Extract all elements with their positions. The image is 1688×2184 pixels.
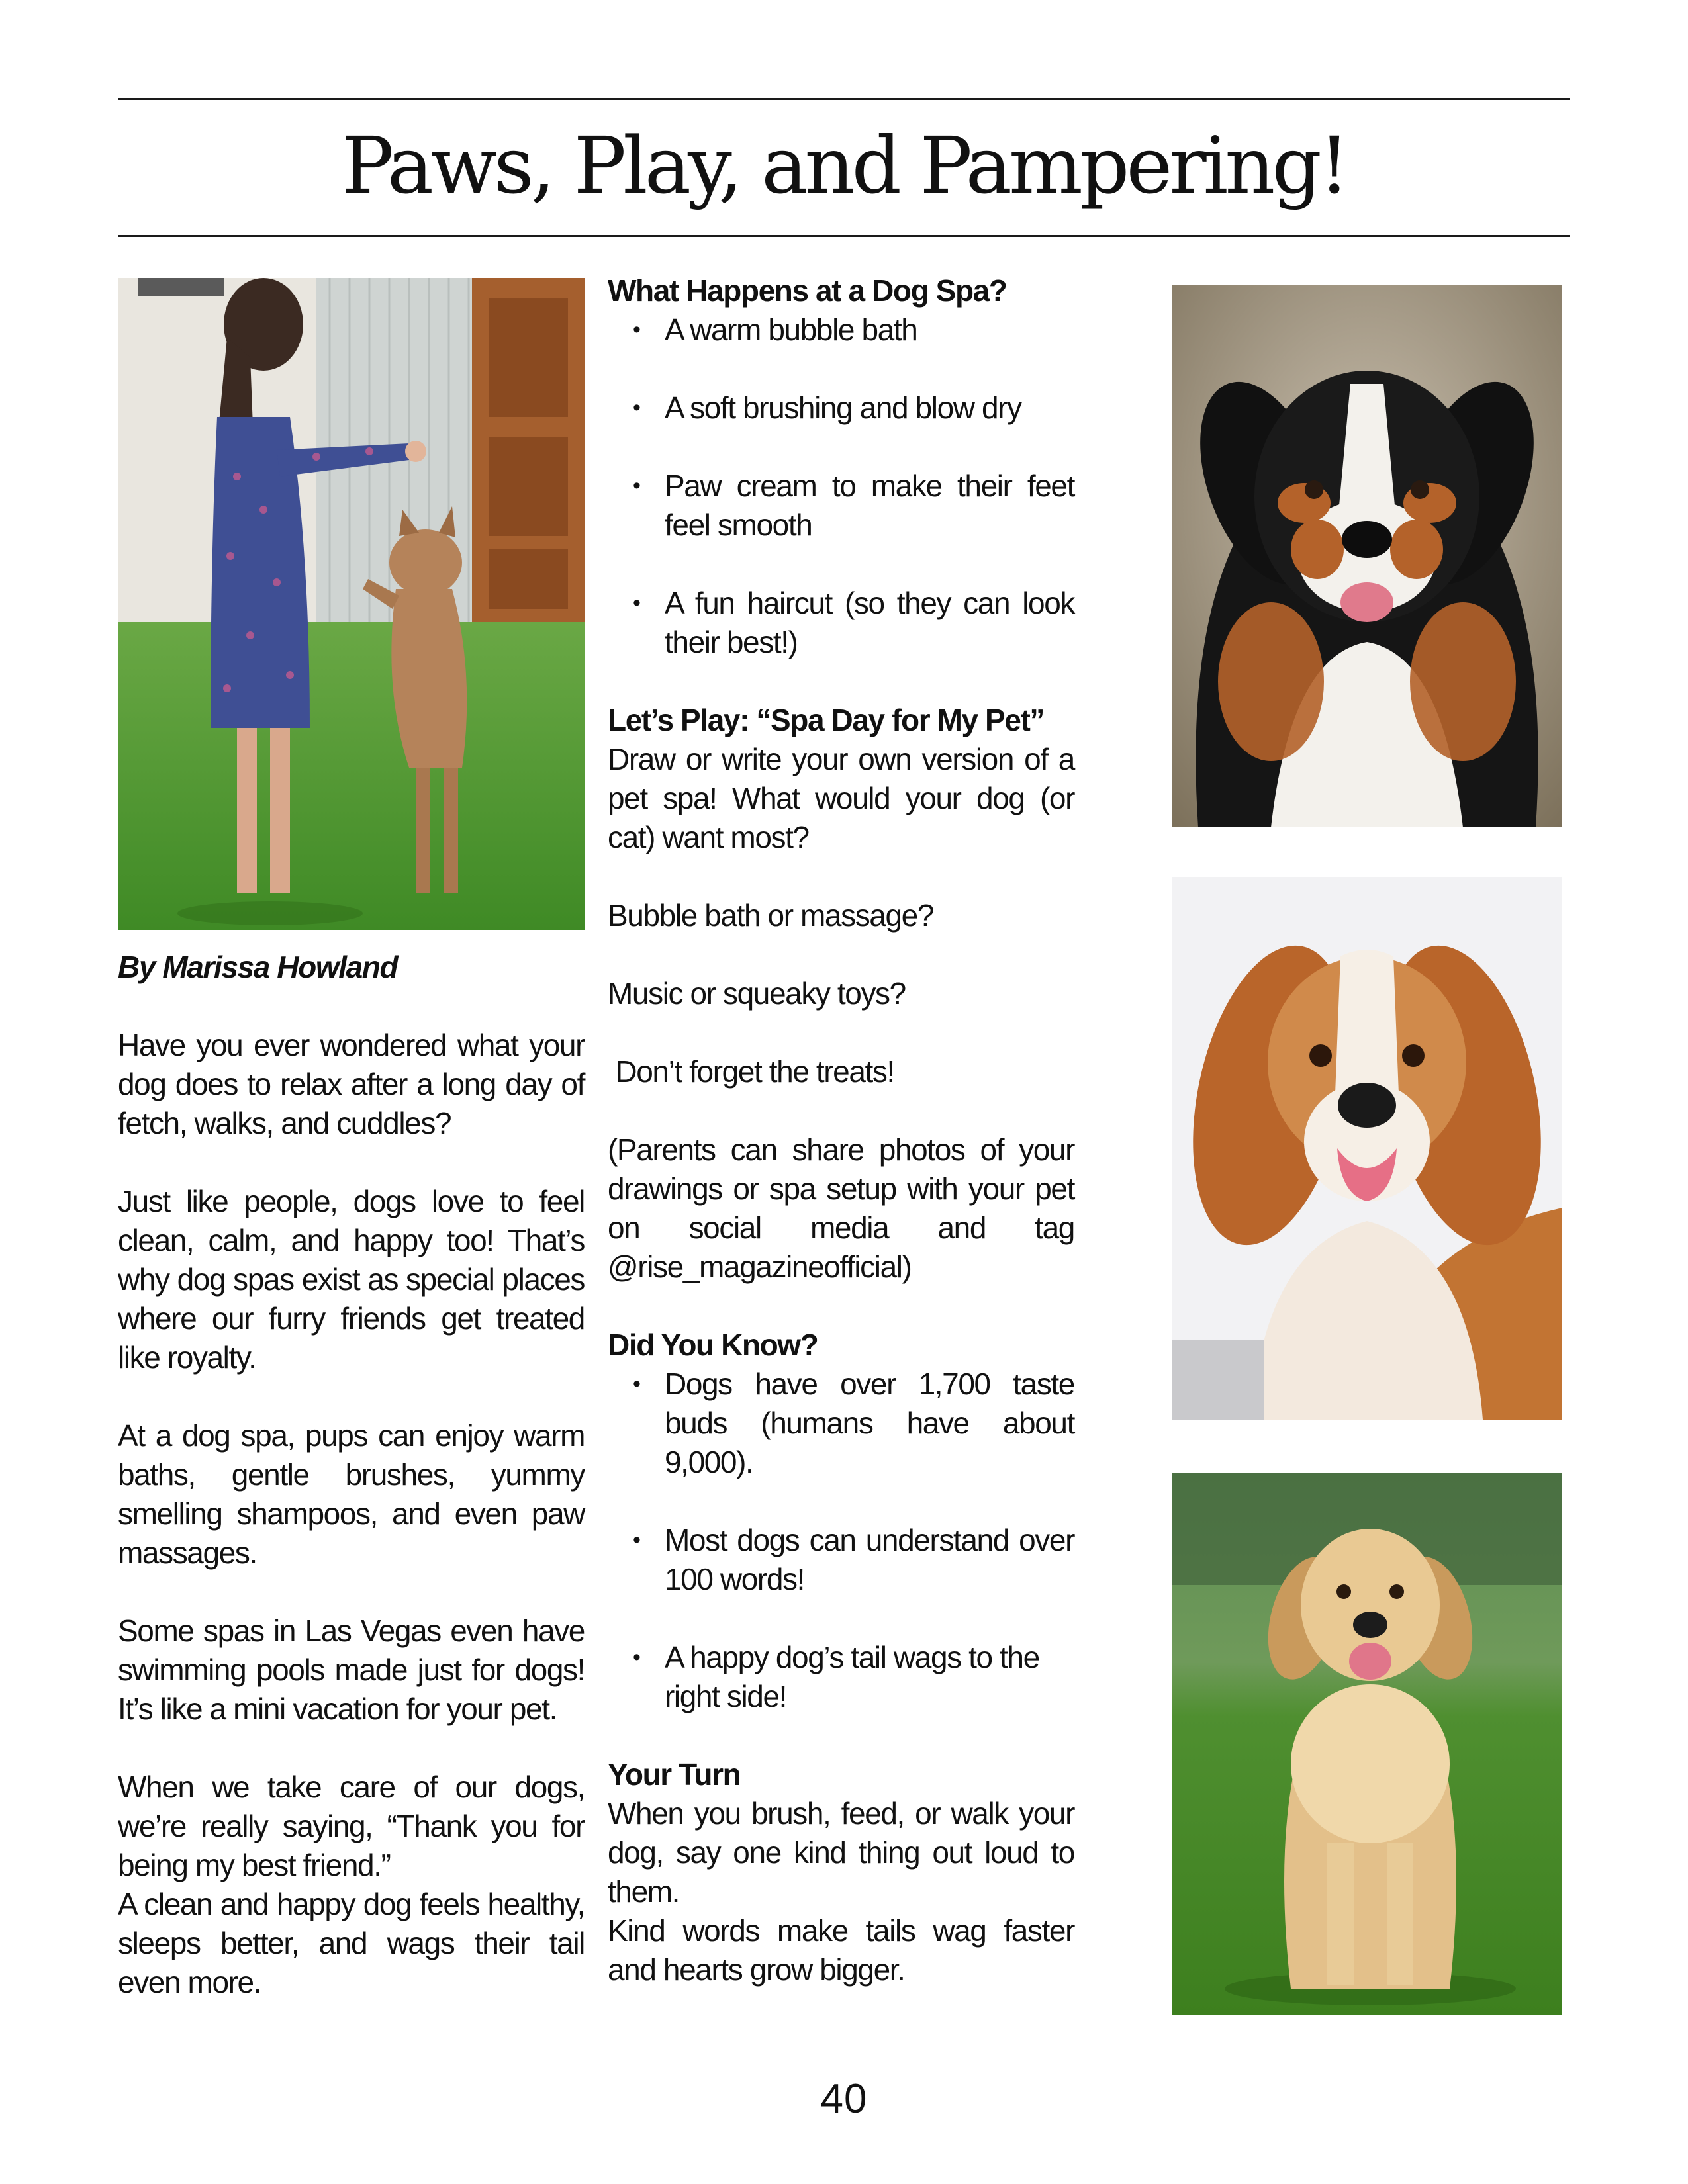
your-turn-text: Kind words make tails wag faster and hearts grow bigger. <box>608 1913 1074 1987</box>
list-item: • A warm bubble bath <box>608 310 1074 349</box>
paragraph: When we take care of our dogs, we’re really saying, “Thank you for being my best friend.” <box>118 1770 585 1882</box>
play-question: Don’t forget the treats! <box>608 1054 894 1089</box>
list-item: • A fun haircut (so they can look their best!) <box>608 584 1074 662</box>
play-intro: Draw or write your own version of a pet spa! What would your dog (or cat) want most? <box>608 742 1074 854</box>
play-question: Bubble bath or massage? <box>608 898 934 933</box>
paragraph: Some spas in Las Vegas even have swimming pools made just for dogs! It’s like a mini vacation for your pet. <box>118 1614 585 1726</box>
girl-with-dog-photo <box>118 278 585 930</box>
bernese-dog-photo <box>1172 285 1562 827</box>
page-title: Paws, Play, and Pampering! <box>341 120 1347 211</box>
list-item: • Most dogs can understand over 100 words! <box>608 1521 1074 1599</box>
play-heading: Let’s Play: “Spa Day for My Pet” <box>608 703 1045 737</box>
play-question: Music or squeaky toys? <box>608 976 906 1011</box>
list-item: • Dogs have over 1,700 taste buds (humans have about 9,000). <box>608 1365 1074 1482</box>
parents-note: (Parents can share photos of your drawings or spa setup with your pet on social media and tag @rise_magazineofficial) <box>608 1132 1074 1284</box>
your-turn-text: When you brush, feed, or walk your dog, say one kind thing out loud to them. <box>608 1796 1074 1909</box>
facts-list <box>608 1365 1074 1716</box>
spa-list <box>608 310 1074 662</box>
byline: By Marissa Howland <box>118 950 398 984</box>
list-item: • Paw cream to make their feet feel smooth <box>608 467 1074 545</box>
paragraph: Have you ever wondered what your dog does to relax after a long day of fetch, walks, and cuddles? <box>118 1028 585 1140</box>
article-left-column <box>118 948 585 2002</box>
paragraph: A clean and happy dog feels healthy, sleeps better, and wags their tail even more. <box>118 1887 585 1999</box>
paragraph: Just like people, dogs love to feel clean, calm, and happy too! That’s why dog spas exist as special places where our furry friends get treated like royalty. <box>118 1184 585 1375</box>
list-item: • A soft brushing and blow dry <box>608 388 1074 428</box>
your-turn-heading: Your Turn <box>608 1757 741 1792</box>
paragraph: At a dog spa, pups can enjoy warm baths, gentle brushes, yummy smelling shampoos, and even paw massages. <box>118 1418 585 1570</box>
golden-retriever-photo <box>1172 1473 1562 2015</box>
article-middle-column <box>608 271 1074 1989</box>
page-number: 40 <box>820 2076 868 2122</box>
title-rule <box>118 235 1570 237</box>
top-rule <box>118 98 1570 100</box>
spa-heading: What Happens at a Dog Spa? <box>608 273 1007 308</box>
list-item: • A happy dog’s tail wags to the right side! <box>608 1638 1074 1716</box>
cocker-spaniel-photo <box>1172 877 1562 1420</box>
facts-heading: Did You Know? <box>608 1328 818 1362</box>
